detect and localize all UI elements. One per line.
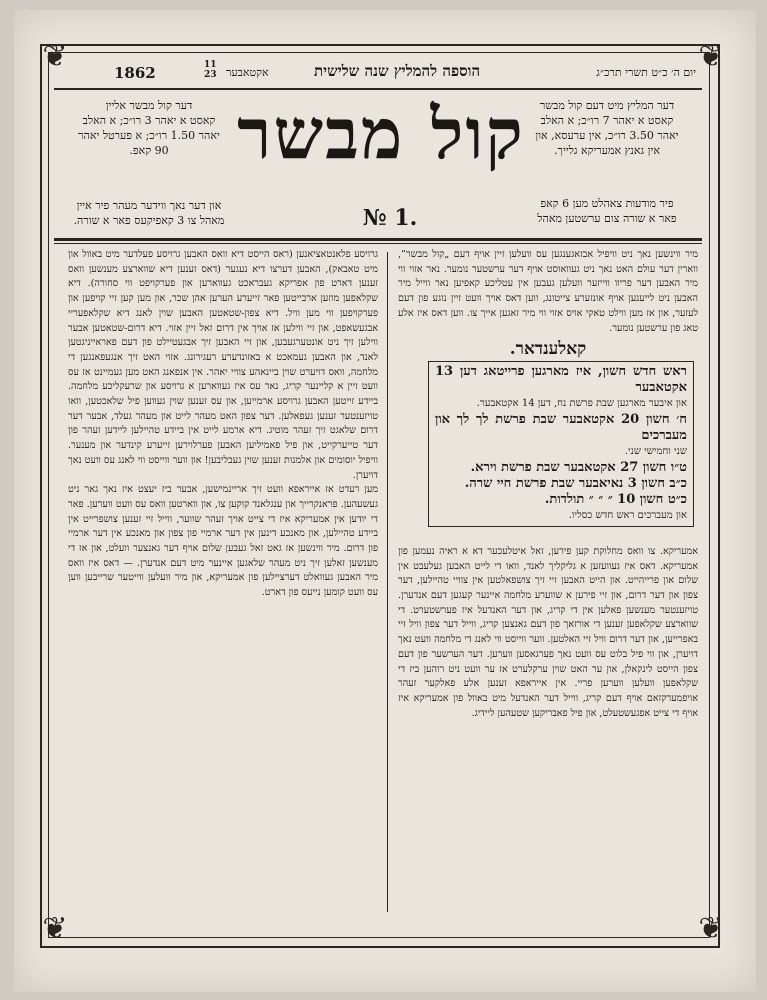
header-rule: [54, 88, 702, 90]
calendar-line: ח׳ חשון 20 אקטאבער שבת פרשת לך לך און מעברכים: [435, 411, 687, 443]
advert-rates-first: [522, 196, 692, 226]
corner-ornament-top-left-icon: ❦: [42, 39, 68, 74]
calendar-line: כ״ט חשון 10 ״ ״ ״ תולדות.: [544, 491, 687, 507]
left-article: גרויסע פלאנטאציאנען (ראס הייסט דיא וואס האבען גרויסע פעלדער מיט באוול און מיט טאבאק), האבען דערצו דיא נעגער (דאס זענען דיא שווארצע מענשען וואס זענען דארט פון אפריקא געבראכט געווארען און פערקויפט ווי סחורה). דיא שקלאפען מוזען ארבייטען פאר זייערע הערען אהן שכר, און מען קען זיי קויפען און פערקויפען ווי מען וויל. דיא צפון-שטאטען האבען שוין לאנג דיא שקלאפעריי אבגעשאפט, און זיי ווילען אז אויך אין דרום זאל זיין אזוי. דיא דרום-שטאטען אבער ווילען זיך ניט אונטערגעבען, און זיי האבען זיך אבגעטיילט פון דעם פאראייניגטען לאנד, און האבען געמאכט א באזונדערע רעגירונג. אזוי האט זיך אנגעפאנגען די מלחמה, וואס דויערט שוין ביינאהע צוויי יאהר. אין אנפאנג האט מען געמיינט אז עס וועט זיין א קליינער קריג, נאר עס איז געווארען א גרויסע און שרעקליכע מלחמה. ביידע זייטען האבען גרויסע ארמייען, און עס זענען שוין געווען פיל שלאכטען, וואו טויזענטער זענען געפאלען. דער צפון האט מעהר לייט און מעהר געלד, אבער דער דרום שלאגט זיך זעהר מוטיג. דיא ארמע לייט אין ביידע טהיילען ליידען זעהר פון דער טייערקייט, און פיל פאמיליען האבען פערלוירען זייערע קינדער און מענער. וויפיל יוסומים און אלמנות זענען שוין געבליבען! און ווער ווייסט ווי לאנג עס וועט נאך דויערן. מען רעדט אז אייראפא וועט זיך אריינמישען, אבער ביז יעצט איז נאך גאר ניט געשעהען. פראנקרייך און ענגלאנד קוקען צו, און ווארטען וואס עס וועט ווערען. פאר די יודען אין אמעריקא איז די צייט אויך זעהר שווער, ווייל זיי זענען צושפרייט אין ביידע טהיילען, און מאנכע דינען אין דער ארמיי פון צפון און מאנכע אין דער ארמיי פון דרום. מיר ווינשען אז גאט זאל געבען שלום אויף דער גאנצער וועלט, און אז די מענשען זאלען זיך ניט מעהר שלאגען איינער מיט דעם אנדערן. — דאס איז וואס מיר האבען געוואלט דערציילען פון אמעריקא, און מיר וועלען ווייטער שרייבען ווען עס וועט קומען נייעס פון דארט.: [68, 249, 378, 599]
editorial-note: מיר ווינשען נאך ניט וויפיל אבזאגענגען עס וועלען זיין אויף דעם „קול מבשר”, ווארין דער עולם האט נאך ניט געוואוסט אויף דער ערשטער נומער. נאר אזוי ווי מיר האבען דער פריוו ווייזער וועלען געבען אין עטליכע קאפיען נאר ווייל מיר האבען ניט לייענען אויף אונזערע צייטונג, ווען דאס אויך וועט זיין נוגע פון דעם לעזער, און אז מען ווילט טאקי אויס אזוי ווי מיר זאגען אייך צו. ווען דאס איז אלע טאג פון ערשטען נומער.: [398, 249, 698, 334]
calendar-line: כ״ב חשון 3 נאיאבער שבת פרשת חיי שרה.: [464, 475, 687, 491]
calendar-heading: קאלענדאר.: [509, 339, 587, 360]
day-bottom: 23: [204, 70, 217, 80]
price-line: קאסט א יאהר 3 רו״כ; א האלב: [82, 114, 216, 127]
corner-ornament-bottom-left-icon: ❦: [42, 911, 68, 946]
month-name: אקטאבער: [226, 66, 269, 79]
america-article: אמעריקא. צו וואס מחלוקת קען פירען, זאל איטלעכער דא א ראיה נעמען פון אמעריקא. דאס איז געוועזען א גליקליך לאנד, וואו די לייט האבען געלעבט אין שלום און פרייהייט. און הייט האבען זיי זיך צושפאלטען אין צוויי טהיילען, דער צפון און דער דרום, און זיי פירען א שווערע מלחמה איינער קעגען דעם אנדערן. טויזענטער מענשען פאלען אין די קריג, און דער האנדעל איז פערשטערט. די שווארצע שקלאפען זענען די אורזאך פון דעם גאנצען קריג, ווייל דער צפון וויל זיי באפרייען, און דער דרום וויל זיי האלטען. ווער ווייסט ווי לאנג די מלחמה וועט נאך דויערן, און ווי פיל בלוט עס וועט נאך פערגאסען ווערען. דער הערשער פון דעם צפון הייסט לינקאלן, און ער האט שוין ערקלערט אז ער וועט ניט רוהען ביז די שקלאפען וועלען ווערען פריי. אין אייראפא זענען אלע פאלקער זעהר אויפמערקזאם אויף דעם קריג, ווייל דער האנדעל מיט באוול פון אמעריקא איז אויף די צייט אפגעשטעלט, און פיל פאבריקען שטעהען ליידיג.: [398, 545, 698, 719]
subscription-price-alone: [64, 98, 234, 158]
day-fraction: [204, 60, 217, 80]
calendar-line: שני וחמישי שני.: [624, 445, 687, 457]
year: 1862: [114, 64, 156, 82]
rate-line: מאהל צו 3 קאפיקעס פאר א שורה.: [73, 214, 225, 227]
dateline: [54, 62, 702, 88]
right-column: [398, 248, 698, 721]
price-line: דער המליץ מיט דעם קול מבשר: [539, 99, 675, 112]
rate-line: פאר א שורה צום ערשטען מאהל: [537, 212, 677, 225]
subscription-price-combined: [522, 98, 692, 158]
rate-line: פיר מודעות צאהלט מען 6 קאפ: [540, 197, 674, 210]
day-top: 11: [204, 60, 217, 70]
calendar-line: ראש חדש חשון, איז מארגען פרייטאג דען 13 אקטאבער: [435, 363, 687, 395]
price-line: יאהר 1.50 רו״כ; א פערטל יאהר: [78, 129, 220, 142]
advert-rates-repeat: [64, 198, 234, 228]
hebrew-date: יום ה׳ כ״ט תשרי תרכ״ג: [596, 66, 696, 79]
masthead-rule-thin: [54, 243, 702, 244]
left-column: [68, 248, 378, 916]
price-line: יאהר 3.50 רו״כ, אין ערעסא, און: [535, 129, 679, 142]
masthead-rule: [54, 238, 702, 241]
calendar-line: און מעברכים ראש חדש כסליו.: [568, 509, 687, 521]
masthead-title: קול מבשר: [237, 92, 525, 175]
price-line: דער קול מבשר אליין: [105, 99, 193, 112]
calendar-line: ט״ו חשון 27 אקטאבער שבת פרשת וירא.: [470, 459, 687, 475]
corner-ornament-bottom-right-icon: ❦: [698, 911, 724, 946]
calendar-line: און איבער מארגען שבת פרשת נח, דען 14 אקטאבער.: [476, 397, 687, 409]
supplement-title: הוספה להמליץ שנה שלישית: [314, 62, 481, 80]
calendar-box: [428, 361, 694, 527]
price-line: קאסט א יאהר 7 רו״כ; א האלב: [540, 114, 674, 127]
price-line: 90 קאפ.: [129, 144, 169, 157]
price-line: אין גאנץ אמעריקא גלייך.: [554, 144, 660, 157]
column-divider: [387, 252, 388, 912]
corner-ornament-top-right-icon: ❦: [698, 39, 724, 74]
issue-number: № 1.: [362, 205, 418, 231]
rate-line: און דער נאך ווידער מעהר פיר איין: [76, 199, 222, 212]
